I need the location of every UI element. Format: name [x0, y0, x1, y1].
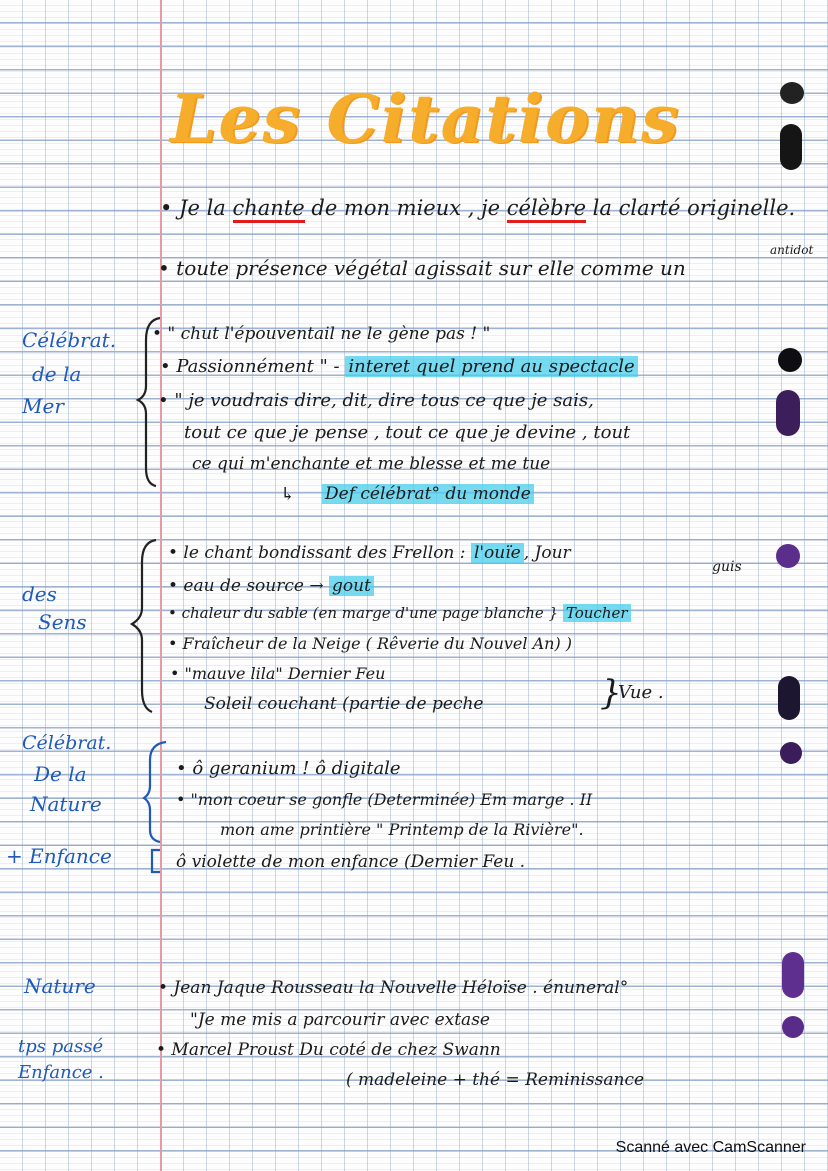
brace-mer: [138, 318, 160, 486]
label-nature-3: Nature: [30, 792, 102, 816]
label-enfance: + Enfance: [6, 844, 112, 868]
enfance-line: ô violette de mon enfance (Dernier Feu .: [176, 852, 526, 872]
intro-text: de mon mieux , je: [304, 196, 507, 220]
bracket-enfance: [152, 850, 160, 872]
sens-note-guis: guis: [712, 559, 742, 575]
proust-line-1: • Marcel Proust Du coté de chez Swann: [156, 1040, 501, 1060]
mer-line-1: • " chut l'épouventail ne le gène pas ! ": [152, 324, 491, 344]
sens-line-1-post: , Jour: [523, 543, 571, 563]
intro-note: antidot: [770, 243, 814, 257]
label-nature-rousseau: Nature: [24, 974, 96, 998]
scanner-watermark: Scanné avec CamScanner: [615, 1139, 806, 1156]
nature-line-2: • "mon coeur se gonfle (Determinée) Em marge . II: [176, 790, 593, 809]
intro-line-2: • toute présence végétal agissait sur elle comme un: [158, 256, 686, 280]
highlight-def: Def célébrat° du monde: [322, 484, 534, 504]
label-mer-2: de la: [32, 362, 82, 386]
mer-line-4: tout ce que je pense , tout ce que je devine , tout: [184, 422, 631, 443]
label-tps-2: Enfance .: [18, 1062, 104, 1083]
label-nature-2: De la: [34, 762, 87, 786]
label-sens-1: des: [22, 582, 57, 606]
rousseau-line-2: "Je me mis a parcourir avec extase: [190, 1010, 490, 1030]
brace-nature: [144, 742, 166, 842]
sens-vue-brace: }: [600, 673, 622, 713]
sens-line-2-text: • eau de source →: [168, 576, 324, 596]
label-tps-1: tps passé: [18, 1036, 104, 1057]
highlight-spectacle: interet quel prend au spectacle: [345, 356, 637, 377]
sens-brace: }: [548, 604, 559, 622]
brace-sens: [132, 540, 156, 712]
sens-line-1-text: • le chant bondissant des Frellon :: [168, 543, 466, 563]
rousseau-line-1: • Jean Jaque Rousseau la Nouvelle Héloïse . énuneral°: [158, 978, 629, 998]
proust-line-2: ( madeleine + thé = Reminissance: [346, 1070, 645, 1090]
nature-line-3: mon ame printière " Printemp de la Rivière".: [220, 820, 584, 839]
label-mer-1: Célébrat.: [22, 328, 117, 352]
highlight-ouie: l'ouïe: [471, 543, 524, 563]
underlined-word: célèbre: [507, 196, 586, 223]
mer-line-2-text: • Passionnément " -: [160, 356, 340, 377]
intro-text: • Je la: [160, 196, 233, 220]
label-mer-3: Mer: [22, 394, 64, 418]
mer-line-5: ce qui m'enchante et me blesse et me tue: [192, 454, 551, 474]
mer-def-arrow: ↳: [280, 484, 296, 505]
intro-text: la clarté originelle.: [586, 196, 796, 220]
highlight-gout: gout: [329, 576, 374, 596]
highlight-toucher: Toucher: [563, 604, 631, 622]
sens-vue: Vue .: [618, 682, 664, 703]
label-sens-2: Sens: [38, 610, 87, 634]
nature-line-1: • ô geranium ! ô digitale: [176, 758, 401, 779]
sens-line-6: Soleil couchant (partie de peche: [204, 694, 484, 714]
underlined-word: chante: [233, 196, 305, 223]
page-title: Les Citations: [170, 80, 681, 158]
mer-line-3: • " je voudrais dire, dit, dire tous ce que je sais,: [158, 390, 594, 411]
label-nature-1: Célébrat.: [22, 732, 112, 754]
sens-line-5: • "mauve lila" Dernier Feu: [170, 664, 386, 683]
sens-line-3-text: • chaleur du sable (en marge d'une page blanche: [168, 604, 544, 622]
sens-line-4: • Fraîcheur de la Neige ( Rêverie du Nouvel An) ): [168, 634, 573, 653]
